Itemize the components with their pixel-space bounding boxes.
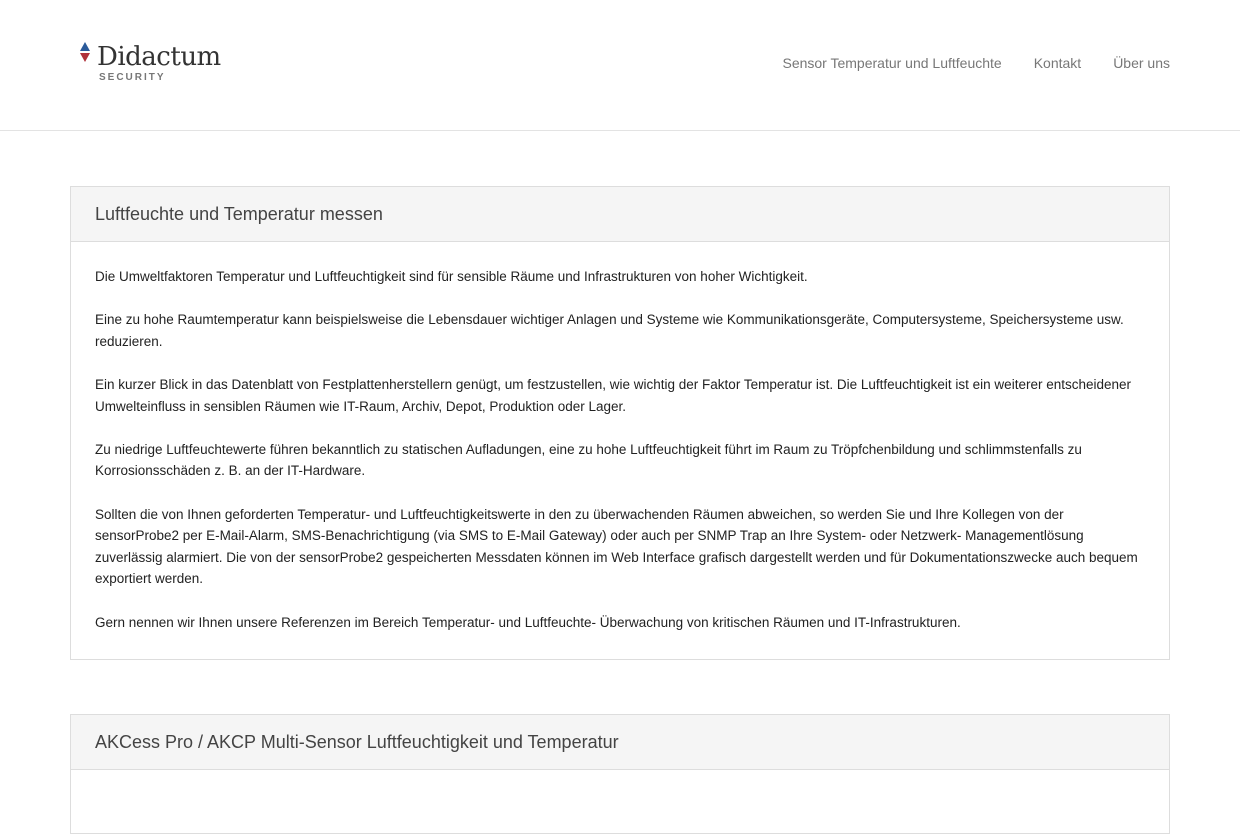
paragraph: Zu niedrige Luftfeuchtewerte führen bekanntlich zu statischen Aufladungen, eine zu hohe Luftfeuchtigkeit führt im Raum zu Tröpfchenbildung und schlimmstenfalls zu Korrosionsschäden z. B. an der IT-Hardware. — [95, 441, 1082, 479]
panel-luftfeuchte — [70, 186, 1170, 660]
paragraph: Ein kurzer Blick in das Datenblatt von Festplattenherstellern genügt, um festzustellen, wie wichtig der Faktor Temperatur ist. Die Luftfeuchtigkeit ist ein weiterer entscheidener Umwelteinfluss in sensiblen Räumen wie IT-Raum, Archiv, Depot, Produktion oder Lager. — [95, 376, 1132, 414]
didactum-logo[interactable] — [78, 40, 228, 86]
nav-sensor[interactable]: Sensor Temperatur und Luftfeuchte — [782, 55, 1002, 71]
paragraph: Sollten die von Ihnen geforderten Temperatur- und Luftfeuchtigkeitswerte in den zu überwachenden Räumen abweichen, so werden Sie und Ihre Kollegen von der sensorProbe2 per E-Mail-Alarm, SMS-Benachrichtigung (via SMS to E-Mail Gateway) oder auch per SNMP Trap an Ihre System- oder Netzwerk- Managementlösung zuverlässig alarmiert. Die von der sensorProbe2 gespeicherten Messdaten können im Web Interface grafisch dargestellt werden und für Dokumentationszwecke auch bequem exportiert werden. — [95, 506, 1138, 587]
logo-tagline: SECURITY — [99, 72, 166, 83]
logo-name: Didactum — [97, 42, 221, 72]
nav-kontakt[interactable]: Kontakt — [1033, 55, 1082, 71]
main-nav — [782, 55, 1170, 71]
site-header — [0, 0, 1240, 131]
nav-ueber-uns[interactable]: Über uns — [1113, 55, 1170, 71]
paragraph: Die Umweltfaktoren Temperatur und Luftfeuchtigkeit sind für sensible Räume und Infrastrukturen von hoher Wichtigkeit. — [95, 269, 808, 284]
panel-title: Luftfeuchte und Temperatur messen — [71, 187, 1169, 242]
paragraph: Eine zu hohe Raumtemperatur kann beispielsweise die Lebensdauer wichtiger Anlagen und Systeme wie Kommunikationsgeräte, Computersysteme, Speichersysteme usw. reduzieren. — [95, 312, 1124, 349]
panel-akcess — [70, 714, 1170, 834]
panel-title: AKCess Pro / AKCP Multi-Sensor Luftfeuchtigkeit und Temperatur — [71, 715, 1169, 770]
paragraph: Gern nennen wir Ihnen unsere Referenzen im Bereich Temperatur- und Luftfeuchte- Überwachung von kritischen Räumen und IT-Infrastrukturen. — [95, 614, 961, 630]
logo-diamond-icon — [80, 42, 90, 62]
